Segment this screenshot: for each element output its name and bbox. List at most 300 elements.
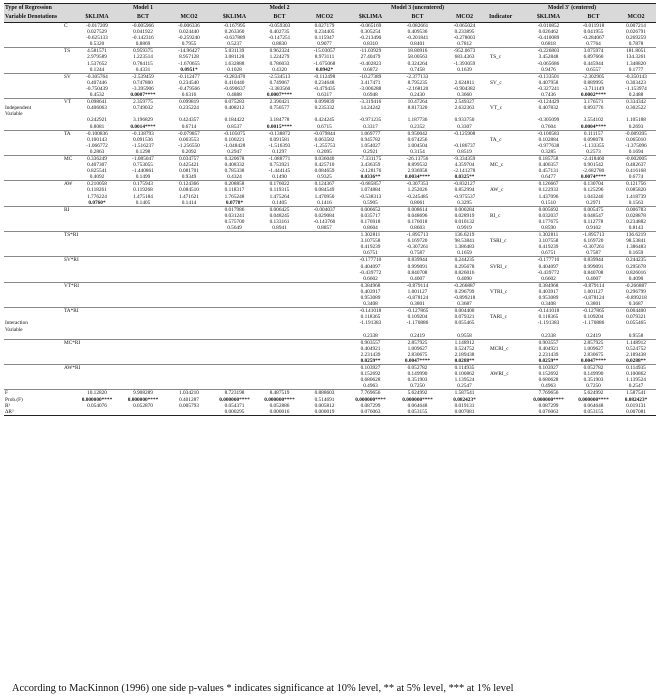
indicator-label: TARI_c <box>490 314 507 321</box>
coef-cell: 3.176571 <box>571 99 616 106</box>
indicator-label: AWRI_c <box>490 371 509 378</box>
coef-cell: 0.099819 <box>166 99 212 106</box>
coef-cell: -3.711149 <box>582 85 605 92</box>
coef-cell: 0.2921 <box>363 148 378 155</box>
coef-cell: 0.149990 <box>407 371 428 378</box>
coef-cell: 1.632888 <box>224 60 245 67</box>
coef-cell: 0.3408 <box>363 301 378 308</box>
coef-cell: 0.008614 <box>394 206 441 213</box>
coef-cell: 0.9102 <box>586 225 601 231</box>
stats-row <box>4 403 656 409</box>
coef-cell: -0.977638 <box>537 142 560 149</box>
coef-cell: 0.103927 <box>526 365 571 372</box>
coef-cell: 0.124366 <box>166 181 212 188</box>
coef-cell: 0.404921 <box>360 345 381 352</box>
stat-cell: 0.000019 <box>302 409 347 416</box>
model-1-header: Model 1 <box>74 4 212 14</box>
coef-cell: 0.425710 <box>314 162 335 169</box>
stat-cell: 1.587541 <box>616 390 656 397</box>
stat-cell: 0.054076 <box>87 402 107 409</box>
coef-cell: 0.2488 <box>628 92 644 99</box>
coef-cell: 0.749067 <box>269 79 290 86</box>
coef-cell: 0.4532 <box>89 92 105 99</box>
coef-cell: 0.3408 <box>541 301 556 308</box>
coef-cell: 14.24242 <box>360 105 381 112</box>
coef-cell: 0.852994 <box>454 187 475 194</box>
coef-cell: 0.4888 <box>227 92 242 99</box>
coef-cell: 3.436359 <box>360 162 381 169</box>
coef-cell: 0.4007 <box>586 275 601 282</box>
coef-cell: 6.169720 <box>583 238 604 245</box>
coef-cell: 0.152692 <box>538 371 559 378</box>
coef-cell <box>212 333 257 340</box>
coef-cell: 0.176018 <box>407 218 428 225</box>
coef-cell: 0.9558 <box>457 332 472 339</box>
table-row <box>4 383 656 390</box>
stat-cell: 0.000000**** <box>355 396 386 403</box>
coef-cell: 0.084510 <box>179 187 199 194</box>
coef-cell: 1.765248 <box>224 193 245 200</box>
coef-cell: -0.538313 <box>359 193 382 200</box>
coef-cell: 0.2352 <box>410 123 425 130</box>
column-header: $KLIMA <box>212 13 257 23</box>
coef-cell: 0.424245 <box>314 117 335 124</box>
indicator-blank <box>488 276 526 283</box>
coef-cell: 0.234648 <box>314 79 335 86</box>
coef-cell <box>212 308 257 315</box>
coef-cell: 0.674256 <box>407 136 428 143</box>
stat-cell: 0.888603 <box>302 390 347 397</box>
indicator-blank <box>488 225 526 232</box>
coef-cell: 0.3295 <box>457 199 472 206</box>
coef-cell: 0.575700 <box>224 218 245 225</box>
coef-cell: -0.138872 <box>257 130 302 137</box>
coef-cell: 0.210058 <box>74 181 120 188</box>
coef-cell: 0.840708 <box>583 269 604 276</box>
coef-cell: -0.141018 <box>526 308 571 315</box>
coef-cell: 0.149990 <box>583 371 604 378</box>
coef-cell: -0.879114 <box>571 282 616 289</box>
stats-row <box>4 390 656 397</box>
coef-cell: 8.957128 <box>179 54 199 61</box>
coef-cell: -3.319416 <box>347 99 394 106</box>
stat-cell: 0.000000**** <box>533 396 564 403</box>
coef-cell <box>74 225 120 232</box>
coef-cell: -1.444145 <box>268 168 291 175</box>
coef-cell: -0.059303 <box>257 23 302 30</box>
coef-cell: 136.6219 <box>616 232 656 239</box>
coef-cell: 0.3801 <box>586 301 601 308</box>
coef-cell: 0.024440 <box>179 29 199 36</box>
coef-cell: 0.9476 <box>541 66 556 73</box>
coef-cell: 683.4363 <box>454 54 475 61</box>
coef-cell: 0.8519 <box>457 148 472 155</box>
coef-cell: 0.1405 <box>272 199 287 206</box>
coef-cell <box>166 276 212 283</box>
variable-label: RI <box>4 206 74 213</box>
coef-cell: 0.7436 <box>541 92 556 99</box>
coef-cell: 0.184422 <box>224 117 245 124</box>
coef-cell: -1.670655 <box>178 60 200 67</box>
stat-cell: 0.076063 <box>526 409 571 416</box>
stat-cell: 0.514691 <box>314 396 335 403</box>
coef-cell: 0.036040 <box>302 155 347 162</box>
coef-cell: 0.8941 <box>272 225 287 231</box>
coef-cell: -0.750439 <box>86 85 108 92</box>
table-row <box>4 117 656 123</box>
coef-cell: 0.1490 <box>272 174 287 181</box>
coef-cell: 0.109204 <box>407 314 428 321</box>
stat-cell: 8.487519 <box>257 390 302 397</box>
coef-cell <box>212 257 257 264</box>
indicator-label <box>488 308 526 315</box>
coef-cell: 1.001127 <box>407 288 428 295</box>
coef-cell: 0.889995 <box>583 79 604 86</box>
coef-cell: 0.114935 <box>441 365 488 372</box>
stat-cell: 0.007081 <box>441 409 488 416</box>
table-row <box>4 181 656 188</box>
coef-cell: 0.295678 <box>626 263 646 270</box>
coef-cell: 0.1244 <box>89 66 105 73</box>
coef-cell: -3.383560 <box>268 85 291 92</box>
coef-cell <box>74 365 120 372</box>
coef-cell <box>120 225 166 232</box>
coef-cell: -0.006336 <box>166 23 212 30</box>
coef-cell: 0.2338 <box>541 332 556 339</box>
coef-cell: 1.004504 <box>407 142 428 149</box>
coef-cell: 0.048547 <box>583 212 604 219</box>
coef-cell: 3.554102 <box>583 117 604 124</box>
coef-cell: 0.8401 <box>410 41 425 48</box>
variable-label: TA*RI <box>4 308 74 315</box>
coef-cell: 0.005475 <box>571 206 616 213</box>
coef-cell: 0.9349 <box>181 174 197 181</box>
coef-cell: 0.408332 <box>224 162 245 169</box>
coef-cell: -0.259240 <box>178 35 200 42</box>
coef-cell: -0.177710 <box>347 257 394 264</box>
coef-cell: 0.028919 <box>454 212 475 219</box>
coef-cell: -0.307261 <box>582 244 605 251</box>
coef-cell: 3.107558 <box>360 238 381 245</box>
coef-cell: 0.7250 <box>410 383 425 390</box>
coef-cell: 0.133161 <box>269 218 290 225</box>
coef-cell: -0.266887 <box>616 282 656 289</box>
coef-cell: 0.8537 <box>227 123 242 130</box>
coef-cell: 0.2419 <box>410 332 425 339</box>
coef-cell: 0.408212 <box>224 105 245 112</box>
stat-cell: 0.000295 <box>212 409 257 416</box>
coef-cell <box>120 232 166 239</box>
coef-cell: -0.878124 <box>406 295 429 302</box>
coef-cell: 0.007214 <box>616 23 656 30</box>
coef-cell: 136.6219 <box>441 232 488 239</box>
coef-cell: -2.168120 <box>406 85 429 92</box>
coef-cell <box>257 358 302 365</box>
variable-label-blank <box>4 301 74 308</box>
coef-cell: 0.1499 <box>135 174 151 181</box>
coef-cell: 0.032037 <box>538 212 559 219</box>
coef-cell: 0.3154 <box>410 148 425 155</box>
coef-cell: 3.452848 <box>538 54 559 61</box>
column-header: $KLIMA <box>526 13 571 23</box>
coef-cell: 0.8310 <box>363 41 378 48</box>
coef-cell: 0.026462 <box>538 29 559 36</box>
coef-cell: 0.903557 <box>347 339 394 346</box>
coef-cell: -0.127865 <box>571 308 616 315</box>
coef-cell: 0.0259** <box>360 357 381 364</box>
coef-cell: -0.305099 <box>537 117 560 124</box>
coef-cell <box>166 320 212 332</box>
coef-cell <box>302 232 347 239</box>
coef-cell: 8.817320 <box>407 105 428 112</box>
coef-cell: 1.302811 <box>526 232 571 239</box>
coef-cell: 0.384968 <box>347 282 394 289</box>
coef-cell: 0.099839 <box>302 99 347 106</box>
coef-cell: -0.690637 <box>223 85 246 92</box>
coef-cell: 0.407307 <box>87 162 107 169</box>
coef-cell: 0.424357 <box>179 117 199 124</box>
coef-cell: 1.475264 <box>269 193 290 200</box>
coef-cell: 0.9325 <box>317 174 332 181</box>
coef-cell: 0.0047**** <box>580 357 607 364</box>
coef-cell <box>74 206 120 213</box>
coef-cell: 0.006652 <box>347 206 394 213</box>
coef-cell: 0.114935 <box>616 365 656 372</box>
coef-cell: 0.6948 <box>363 92 378 99</box>
coef-cell: 0.119315 <box>269 187 290 194</box>
indicator-blank <box>488 149 526 156</box>
coef-cell: 0.177675 <box>538 218 559 225</box>
coef-cell: 58.00563 <box>407 54 428 61</box>
coef-cell: 0.445944 <box>583 60 604 67</box>
coef-cell <box>120 358 166 365</box>
coef-cell: 0.048245 <box>269 212 290 219</box>
coef-cell: -2.302905 <box>571 73 616 80</box>
coef-cell: 0.8603 <box>410 225 425 231</box>
coef-cell: -0.089395 <box>616 130 656 137</box>
coef-cell: 0.6316 <box>181 92 197 99</box>
column-header: BCT <box>257 13 302 23</box>
indicator-label: VT_c <box>490 105 503 112</box>
coef-cell: -0.100583 <box>526 130 571 137</box>
coef-cell: 0.826016 <box>626 269 646 276</box>
coef-cell: -0.878124 <box>582 295 605 302</box>
coef-cell: 0.098078 <box>583 136 604 143</box>
coef-cell: -1.133355 <box>582 142 605 149</box>
coef-cell: 1.418739 <box>626 193 646 200</box>
coef-cell: 0.8061 <box>410 199 425 206</box>
stat-cell <box>166 409 212 416</box>
coef-cell: 0.404921 <box>538 345 559 352</box>
variable-label: TS <box>4 48 74 55</box>
coef-cell: 0.126667 <box>526 181 571 188</box>
coef-cell: -1.516393 <box>268 142 291 149</box>
coef-cell: 0.102884 <box>538 136 559 143</box>
coef-cell: 0.1694 <box>628 148 644 155</box>
coef-cell: 0.407832 <box>538 105 559 112</box>
coef-cell: 0.784115 <box>133 60 153 67</box>
indicator-blank <box>488 409 526 416</box>
coef-cell <box>74 282 120 289</box>
coef-cell: 0.4090 <box>628 275 644 282</box>
indicator-label: RI_c <box>490 212 501 219</box>
coef-cell: -0.011918 <box>571 23 616 30</box>
coef-cell: -0.637889 <box>223 35 246 42</box>
coef-cell: -2.539459 <box>120 73 166 80</box>
column-header: BCT <box>394 13 441 23</box>
variable-denotations-label: Variable Denotations <box>4 13 74 23</box>
table-row <box>4 92 656 99</box>
coef-cell <box>166 206 212 213</box>
coef-cell: 0.6872 <box>363 66 378 73</box>
coef-cell: 0.1659 <box>457 250 472 257</box>
stat-cell: 1.587541 <box>441 390 488 397</box>
coef-cell: -1.256550 <box>178 142 200 149</box>
coef-cell: 0.055465 <box>454 320 475 327</box>
coef-cell: 2.979589 <box>87 54 107 61</box>
coef-cell <box>74 301 120 308</box>
coef-cell: 0.8604 <box>363 225 378 231</box>
coef-cell: -0.167995 <box>212 23 257 30</box>
coef-cell: 0.7458 <box>410 66 425 73</box>
coef-cell: 0.0002**** <box>580 92 607 99</box>
coef-cell: 0.7604 <box>541 123 556 130</box>
coef-cell: 0.962324 <box>257 48 302 55</box>
coef-cell: 0.111157 <box>571 130 616 137</box>
coef-cell: 0.786033 <box>269 60 290 67</box>
stat-cell: 0.054371 <box>224 402 245 409</box>
coef-cell: 0.933750 <box>454 117 475 124</box>
coef-cell: 0.482637 <box>626 162 646 169</box>
coef-cell: -0.142316 <box>132 35 154 42</box>
coef-cell: 0.118261 <box>87 187 107 194</box>
variable-label: MC <box>4 155 74 162</box>
coef-cell: 0.404097 <box>538 263 559 270</box>
column-header: BCT <box>120 13 166 23</box>
coef-cell: 0.384968 <box>526 282 571 289</box>
variable-label: C <box>4 23 74 30</box>
column-header: BCT <box>571 13 616 23</box>
coef-cell <box>166 257 212 264</box>
coef-cell: 0.084549 <box>314 187 335 194</box>
indicator-label <box>488 130 526 137</box>
coef-cell: 0.100221 <box>224 136 245 143</box>
coef-cell: 3.081128 <box>224 54 245 61</box>
coef-cell: 1.224279 <box>269 54 290 61</box>
coef-cell: 0.269259 <box>626 35 646 42</box>
coef-cell: 0.1405 <box>135 199 151 206</box>
coef-cell: 0.6317 <box>317 92 332 99</box>
coef-cell <box>74 276 120 283</box>
coef-cell: 0.234405 <box>314 29 335 36</box>
coef-cell: -0.065686 <box>537 60 560 67</box>
coef-cell <box>302 333 347 340</box>
coef-cell: 0.2095 <box>317 148 332 155</box>
indicator-label <box>488 155 526 162</box>
coef-cell: 0.103927 <box>347 365 394 372</box>
coef-cell: 0.041922 <box>133 29 153 36</box>
stat-cell: 0.000000**** <box>81 396 113 403</box>
coef-cell: 0.0288** <box>626 357 646 364</box>
coef-cell: 0.4331 <box>135 66 151 73</box>
coef-cell: 1.139524 <box>626 377 646 384</box>
coef-cell: 1.009627 <box>407 345 428 352</box>
coef-cell: -0.625133 <box>86 35 108 42</box>
variable-label-blank <box>4 67 74 74</box>
coef-cell <box>74 383 120 390</box>
coef-cell: -1.088771 <box>257 155 302 162</box>
coef-cell <box>302 301 347 308</box>
coef-cell: -0.439772 <box>537 269 560 276</box>
coef-cell <box>302 365 347 372</box>
coef-cell: -0.832127 <box>441 181 488 188</box>
coef-cell: -0.079844 <box>302 130 347 137</box>
table-row <box>4 276 656 283</box>
coef-cell: -0.079857 <box>166 130 212 137</box>
coef-cell: 0.419239 <box>538 244 559 251</box>
coef-cell: -0.479435 <box>313 85 336 92</box>
coef-cell <box>166 282 212 289</box>
coef-cell: 1.471621 <box>179 193 199 200</box>
coef-cell: 0.425421 <box>179 162 199 169</box>
table-row <box>4 187 656 193</box>
indicator-label <box>488 206 526 213</box>
coef-cell: 0.004400 <box>441 308 488 315</box>
coef-cell <box>302 276 347 283</box>
indicator-blank <box>488 124 526 131</box>
coef-cell: 0.0014**** <box>130 123 156 130</box>
coef-cell: -2.128176 <box>359 168 382 175</box>
column-header: MCO2 <box>441 13 488 23</box>
coef-cell: -0.002005 <box>616 155 656 162</box>
coef-cell: -0.284067 <box>582 35 605 42</box>
coef-cell: 0.5905 <box>363 199 378 206</box>
coef-cell: 0.2573 <box>586 148 601 155</box>
table-row <box>4 200 656 207</box>
coef-cell: 0.0760* <box>88 199 106 206</box>
coef-cell: 0.4090 <box>457 275 472 282</box>
coef-cell: 0.3285 <box>541 148 556 155</box>
table-row <box>4 67 656 74</box>
coef-cell: 2.830675 <box>407 351 428 358</box>
coef-cell: 2.549327 <box>441 99 488 106</box>
coef-cell <box>302 320 347 332</box>
coef-cell: 0.4963 <box>363 383 378 390</box>
coef-cell: 0.6714 <box>181 123 197 130</box>
stat-cell: 0.401287 <box>179 396 199 403</box>
coef-cell: 0.4320 <box>272 66 287 73</box>
coef-cell: -1.895713 <box>394 232 441 239</box>
coef-cell: 0.124367 <box>302 181 347 188</box>
coef-cell: 0.079321 <box>626 314 646 321</box>
coef-cell <box>120 206 166 213</box>
coef-cell: -0.226803 <box>526 48 571 55</box>
coef-cell: 0.234540 <box>179 79 199 86</box>
coef-cell: 10.47264 <box>394 99 441 106</box>
table-row <box>4 137 656 143</box>
coef-cell <box>74 308 120 315</box>
coef-cell: -0.278003 <box>453 35 476 42</box>
coef-cell: 0.1028 <box>227 66 242 73</box>
table-row <box>4 250 656 257</box>
indicator-label <box>488 339 526 346</box>
coef-cell: 1.776224 <box>87 193 107 200</box>
model-2-header: Model 2 <box>212 4 347 14</box>
coef-cell <box>257 257 302 264</box>
coef-cell: 0.334342 <box>616 99 656 106</box>
stat-label: Prob.(F) <box>5 396 23 403</box>
coef-cell: 0.176022 <box>257 181 302 188</box>
